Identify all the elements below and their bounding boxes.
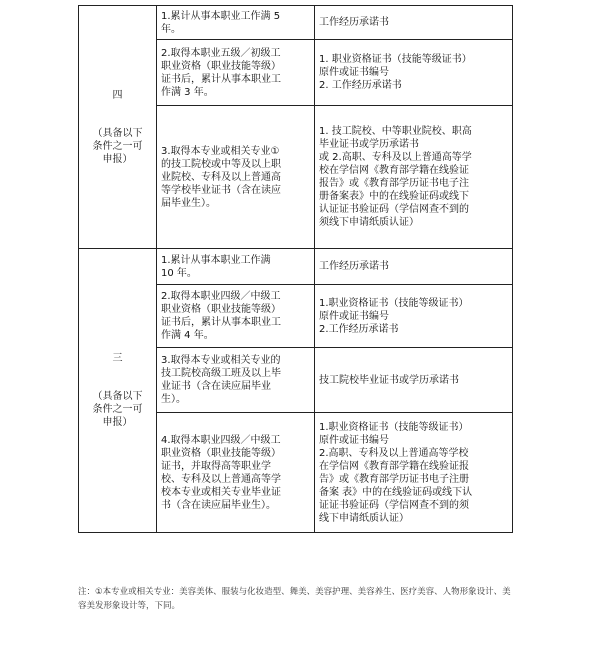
proof-cell: 1.职业资格证书（技能等级证书） 原件或证书编号 2.高职、专科及以上普通高等学校 在学信网《教育部学籍在线验证报 告》或《教育部学历证书电子注册 备案 表》中的在线验证码或线下认 证证书验证码（学信网查不到的须 线下申请纸质认证）: [315, 413, 513, 533]
proof-cell: 工作经历承诺书: [315, 6, 513, 40]
level-cell-4: [79, 6, 157, 249]
proof-cell: 1.职业资格证书（技能等级证书） 原件或证书编号 2.工作经历承诺书: [315, 285, 513, 348]
table-row: [79, 6, 513, 40]
condition-cell: 3.取得本专业或相关专业① 的技工院校或中等及以上职 业院校、专科及以上普通高 等学校毕业证书（含在读应 届毕业生）。: [157, 106, 315, 249]
condition-cell: 2.取得本职业五级／初级工 职业资格（职业技能等级） 证书后，累计从事本职业工 作满 3 年。: [157, 40, 315, 106]
requirements-table: [78, 5, 513, 533]
footnote: 注：①本专业或相关专业：美容美体、服装与化妆造型、舞美、美容护理、美容养生、医疗美容、人物形象设计、美容美发形象设计等，下同。: [78, 587, 511, 611]
level-note: （具备以下 条件之一可 申报）: [92, 127, 143, 165]
condition-cell: 3.取得本专业或相关专业的 技工院校高级工班及以上毕 业证书（含在读应届毕业 生）。: [157, 348, 315, 413]
level-name: 四: [112, 89, 123, 101]
table-row: [79, 249, 513, 285]
proof-cell: 1. 职业资格证书（技能等级证书） 原件或证书编号 2. 工作经历承诺书: [315, 40, 513, 106]
condition-cell: 1.累计从事本职业工作满 5 年。: [157, 6, 315, 40]
condition-cell: 2.取得本职业四级／中级工 职业资格（职业技能等级） 证书后，累计从事本职业工 作满 4 年。: [157, 285, 315, 348]
condition-cell: 1.累计从事本职业工作满 10 年。: [157, 249, 315, 285]
level-name: 三: [112, 353, 123, 364]
proof-cell: 工作经历承诺书: [315, 249, 513, 285]
condition-cell: 4.取得本职业四级／中级工 职业资格（职业技能等级） 证书，并取得高等职业学 校、专科及以上普通高等学 校本专业或相关专业毕业证 书（含在读应届毕业生）。: [157, 413, 315, 533]
proof-cell: 技工院校毕业证书或学历承诺书: [315, 348, 513, 413]
level-note: （具备以下 条件之一可 申报）: [92, 391, 143, 428]
level-cell-3: [79, 249, 157, 533]
proof-cell: 1. 技工院校、中等职业院校、职高 毕业证书或学历承诺书 或 2.高职、专科及以上普通高等学 校在学信网《教育部学籍在线验证 报告》或《教育部学历证书电子注 册备案表》中的在线验证码或线下 认证证书验证码（学信网查不到的 须线下申请纸质认证）: [315, 106, 513, 249]
